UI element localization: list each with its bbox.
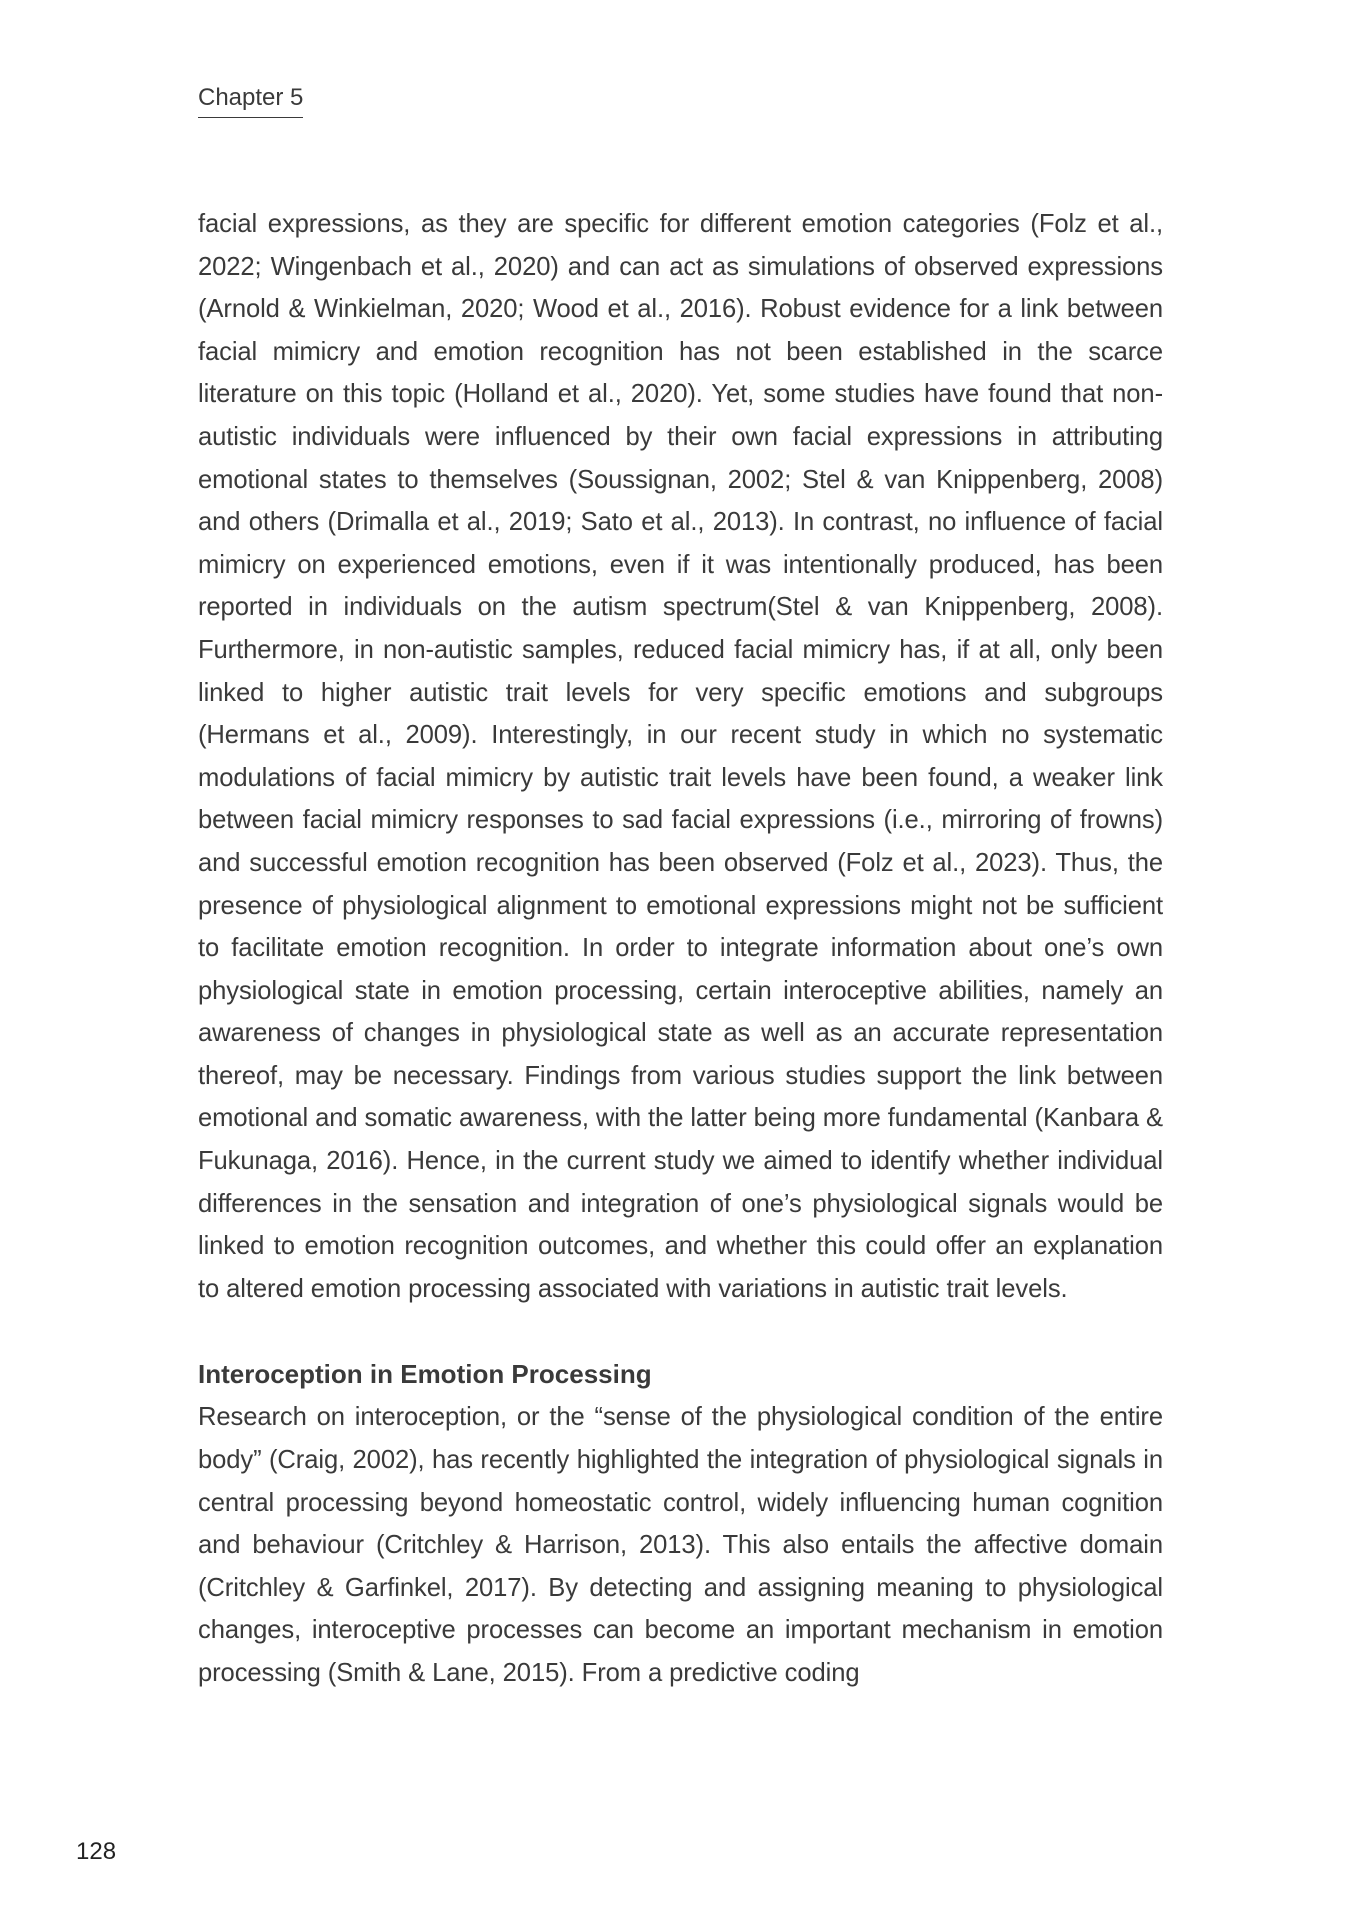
running-header-chapter: Chapter 5 [198,84,303,118]
section-heading: Interoception in Emotion Processing [198,1359,652,1390]
body-paragraph-1: facial expressions, as they are specific for different emotion categories (Folz et al., 2022; Wingenbach et al., 2020) and can act as simulations of observed expressions (Arnold & Winkielman, 2020; Wood et al., 2016). Robust evidence for a link between facial mimicry and emotion recognition has not been established in the scarce literature on this topic (Holland et al., 2020). Yet, some studies have found that non-autistic individuals were influenced by their own facial expressions in attributing emotional states to themselves (Soussignan, 2002; Stel & van Knippenberg, 2008) and others (Drimalla et al., 2019; Sato et al., 2013). In contrast, no influence of facial mimicry on experienced emotions, even if it was intentionally produced, has been reported in individuals on the autism spectrum(Stel & van Knippenberg, 2008). Furthermore, in non-autistic samples, reduced facial mimicry has, if at all, only been linked to higher autistic trait levels for very specific emotions and subgroups (Hermans et al., 2009). Interestingly, in our recent study in which no systematic modulations of facial mimicry by autistic trait levels have been found, a weaker link between facial mimicry responses to sad facial expressions (i.e., mirroring of frowns) and successful emotion recognition has been observed (Folz et al., 2023). Thus, the presence of physiological alignment to emotional expressions might not be sufficient to facilitate emotion recognition. In order to integrate information about one’s own physiological state in emotion processing, certain interoceptive abilities, namely an awareness of changes in physiological state as well as an accurate representation thereof, may be necessary. Findings from various studies support the link between emotional and somatic awareness, with the latter being more fundamental (Kanbara & Fukunaga, 2016). Hence, in the current study we aimed to identify whether individual differences in the sensation and integration of one’s physiological signals would be linked to emotion recognition outcomes, and whether this could offer an explanation to altered emotion processing associated with variations in autistic trait levels. [198,210,1163,1303]
page-number: 128 [76,1838,117,1865]
page-body [198,203,1163,1695]
body-paragraph-2: Research on interoception, or the “sense of the physiological condition of the entire body” (Craig, 2002), has recently highlighted the integration of physiological signals in central processing beyond homeostatic control, widely influencing human cognition and behaviour (Critchley & Harrison, 2013). This also entails the affective domain (Critchley & Garfinkel, 2017). By detecting and assigning meaning to physiological changes, interoceptive processes can become an important mechanism in emotion processing (Smith & Lane, 2015). From a predictive coding [198,1403,1163,1687]
